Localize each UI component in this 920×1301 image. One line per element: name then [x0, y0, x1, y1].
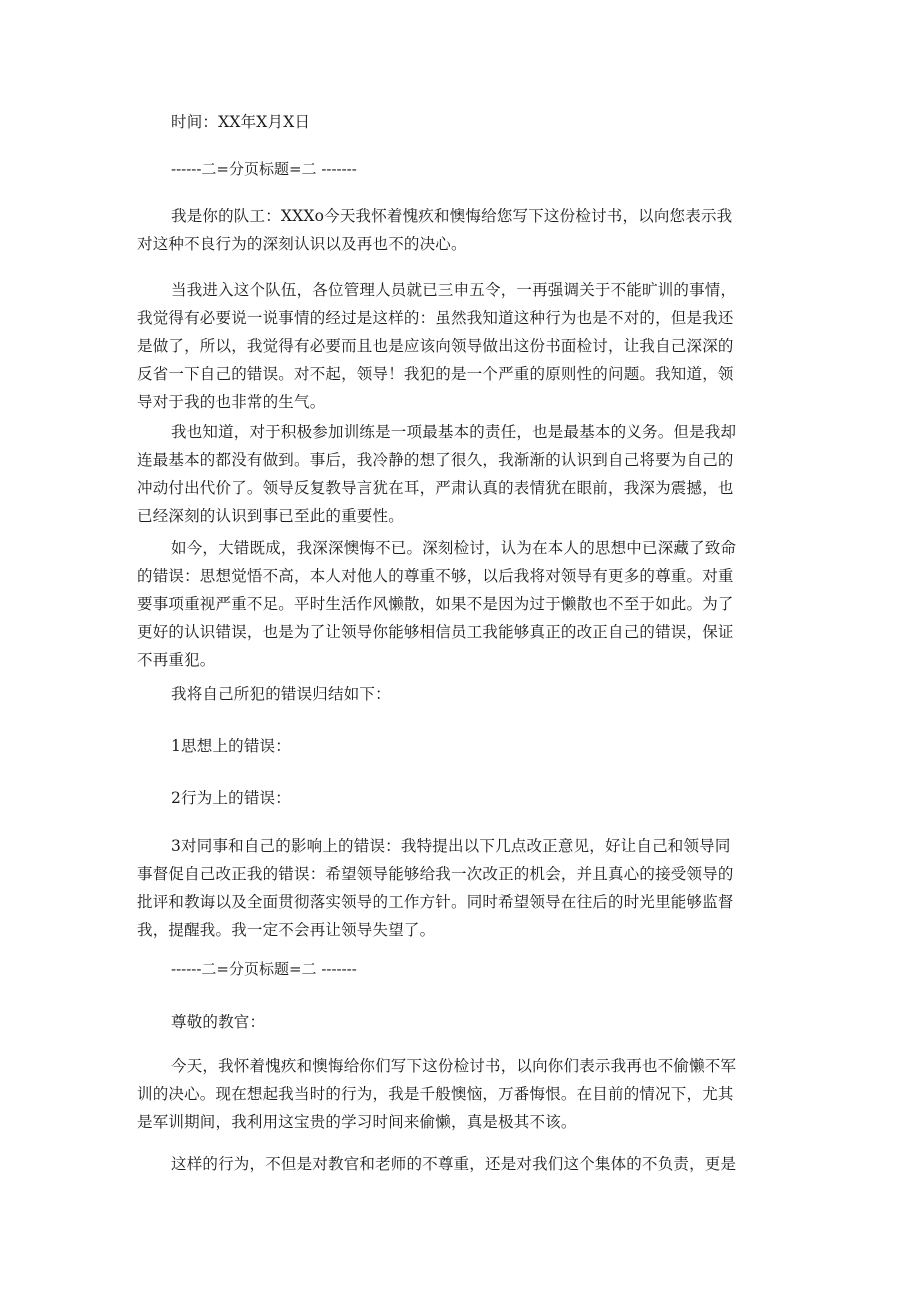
text-line: 冲动付出代价了。领导反复教导言犹在耳，严肃认真的表情犹在眼前，我深为震撼，也 — [137, 479, 734, 497]
text-line: 更好的认识错误，也是为了让领导你能够相信员工我能够真正的改正自己的错误，保证 — [137, 623, 734, 641]
paragraph-7 — [137, 1150, 787, 1178]
error-item-1: 1思想上的错误： — [171, 737, 291, 755]
error-item-2: 2行为上的错误： — [171, 789, 291, 807]
text-line: 3对同事和自己的影响上的错误：我特提出以下几点改正意见，好让自己和领导同 — [171, 837, 731, 855]
text-line: 导对于我的也非常的生气。 — [137, 393, 326, 411]
paragraph-4 — [137, 534, 787, 674]
text-line: 我，提醒我。我一定不会再让领导失望了。 — [137, 921, 436, 939]
paragraph-3 — [137, 418, 787, 530]
text-line: 要事项重视严重不足。平时生活作风懒散，如果不是因为过于懒散也不至于如此。为了 — [137, 595, 734, 613]
paragraph-5 — [137, 832, 787, 944]
date-line: 时间：XX年X月X日 — [171, 113, 311, 131]
text-line: 是军训期间，我利用这宝贵的学习时间来偷懒，真是极其不该。 — [137, 1113, 577, 1131]
text-line: 是做了，所以，我觉得有必要而且也是应该向领导做出这份书面检讨，让我自己深深的 — [137, 337, 734, 355]
paragraph-6 — [137, 1052, 787, 1136]
text-line: 这样的行为，不但是对教官和老师的不尊重，还是对我们这个集体的不负责，更是 — [171, 1155, 737, 1173]
text-line: 如今，大错既成，我深深懊悔不已。深刻检讨，认为在本人的思想中已深藏了致命 — [171, 539, 737, 557]
paragraph-2 — [137, 276, 787, 416]
text-line: 的错误：思想觉悟不高，本人对他人的尊重不够，以后我将对领导有更多的尊重。对重 — [137, 567, 734, 585]
text-line: 不再重犯。 — [137, 651, 216, 669]
text-line: 反省一下自己的错误。对不起，领导！我犯的是一个严重的原则性的问题。我知道，领 — [137, 365, 734, 383]
text-line: 对这种不良行为的深刻认识以及再也不的决心。 — [137, 235, 467, 253]
text-line: 连最基本的都没有做到。事后，我冷静的想了很久，我渐渐的认识到自己将要为自己的 — [137, 451, 734, 469]
summary-intro: 我将自己所犯的错误归结如下： — [171, 685, 391, 703]
salutation: 尊敬的教官： — [171, 1013, 266, 1031]
text-line: 已经深刻的认识到事已至此的重要性。 — [137, 507, 404, 525]
text-line: 训的决心。现在想起我当时的行为，我是千般懊恼，万番悔恨。在目前的情况下，尤其 — [137, 1085, 734, 1103]
text-line: 今天，我怀着愧疚和懊悔给你们写下这份检讨书，以向你们表示我再也不偷懒不军 — [171, 1057, 737, 1075]
page-separator: ------二=分页标题=二 ------- — [171, 960, 357, 978]
paragraph-1 — [137, 202, 787, 258]
text-line: 我觉得有必要说一说事情的经过是这样的：虽然我知道这种行为也是不对的，但是我还 — [137, 309, 734, 327]
text-line: 事督促自己改正我的错误：希望领导能够给我一次改正的机会，并且真心的接受领导的 — [137, 865, 734, 883]
page-separator: ------二=分页标题=二 ------- — [171, 160, 357, 178]
text-line: 我也知道，对于积极参加训练是一项最基本的责任，也是最基本的义务。但是我却 — [171, 423, 737, 441]
text-line: 批评和教诲以及全面贯彻落实领导的工作方针。同时希望领导在往后的时光里能够监督 — [137, 893, 734, 911]
text-line: 当我进入这个队伍，各位管理人员就已三申五令，一再强调关于不能旷训的事情， — [171, 281, 737, 299]
text-line: 我是你的队工：XXXo今天我怀着愧疚和懊悔给您写下这份检讨书，以向您表示我 — [171, 207, 733, 225]
